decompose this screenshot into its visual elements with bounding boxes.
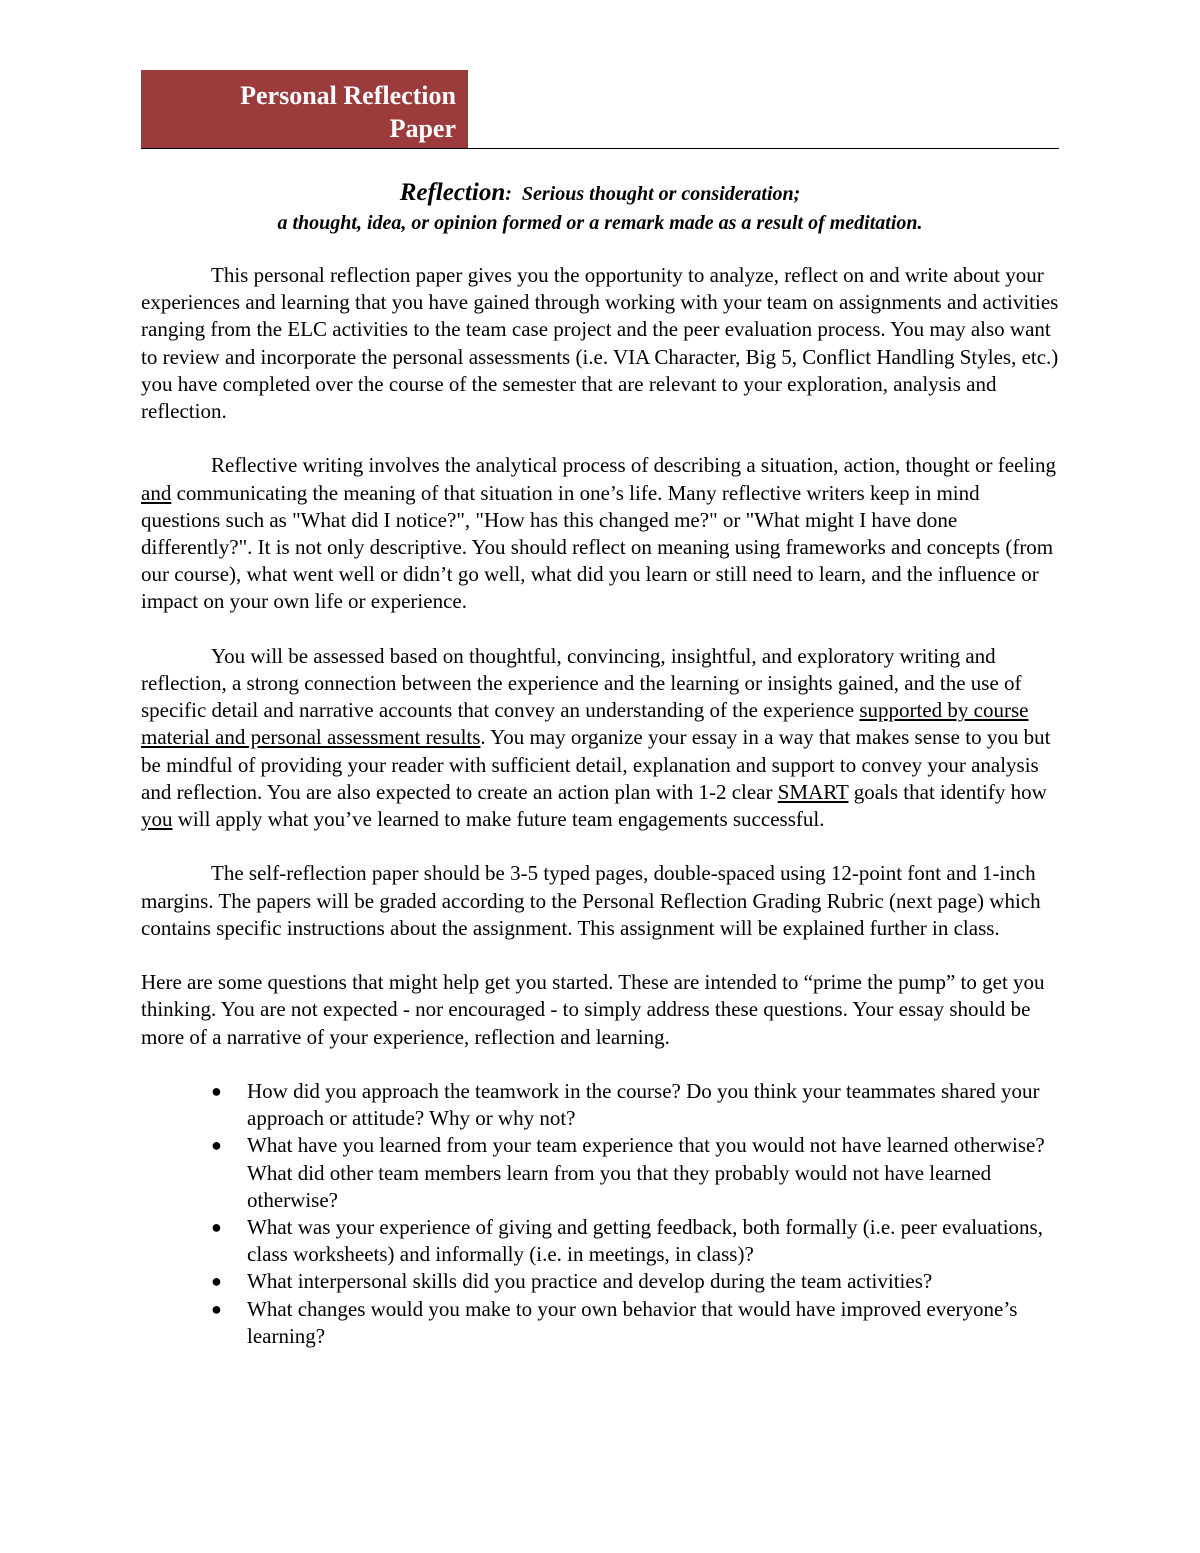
underlined-supported-by: supported by course material and personal assessment results: [141, 698, 1029, 750]
definition-block: [141, 178, 1059, 238]
underlined-smart: SMART: [777, 779, 849, 804]
paragraph-format: The self-reflection paper should be 3-5 typed pages, double-spaced using 12-point font and 1-inch margins. The papers will be graded according to the Personal Reflection Grading Rubric (next page) which contains specific instructions about the assignment. This assignment will be explained further in class.: [141, 861, 1041, 940]
bullet-icon: ●: [211, 1271, 222, 1292]
definition-line1: [141, 178, 1059, 209]
paragraph-reflective-writing-a: Reflective writing involves the analytical process of describing a situation, action, thought or feeling: [211, 453, 1057, 478]
underlined-and: and: [141, 480, 172, 505]
definition-colon: :: [505, 183, 512, 205]
bullet-icon: ●: [211, 1135, 222, 1156]
paragraph-assessment-c: goals that identify how: [848, 779, 1047, 804]
question-text: What interpersonal skills did you practice and develop during the team activities?: [247, 1269, 933, 1294]
header-title-box: [141, 70, 468, 149]
list-item: [211, 1214, 1059, 1268]
header-title-line1: Personal Reflection: [240, 81, 456, 110]
list-item: [211, 1296, 1059, 1350]
list-item: [211, 1132, 1059, 1214]
question-text: How did you approach the teamwork in the course? Do you think your teammates shared your approach or attitude? Why or why not?: [247, 1079, 1040, 1131]
paragraph-reflective-writing: [141, 452, 1059, 615]
header-title-line2: Paper: [389, 114, 456, 143]
paragraph-reflective-writing-b: communicating the meaning of that situation in one’s life. Many reflective writers keep in mind questions such as "What did I notice?", "How has this changed me?" or "What might I have done differently?". It is not only descriptive. You should reflect on meaning using frameworks and concepts (from our course), what went well or didn’t go well, what did you learn or still need to learn, and the influence or impact on your own life or experience.: [141, 480, 1054, 614]
bullet-icon: ●: [211, 1217, 222, 1238]
paragraph-intro: This personal reflection paper gives you the opportunity to analyze, reflect on and write about your experiences and learning that you have gained through working with your team on assignments and activities ranging from the ELC activities to the team case project and the peer evaluation process. You may also want to review and incorporate the personal assessments (i.e. VIA Character, Big 5, Conflict Handling Styles, etc.) you have completed over the course of the semester that are relevant to your exploration, analysis and reflection.: [141, 263, 1059, 424]
underlined-you: you: [141, 807, 173, 832]
body-content: [141, 262, 1059, 1350]
question-text: What was your experience of giving and getting feedback, both formally (i.e. peer evaluations, class worksheets) and informally (i.e. in meetings, in class)?: [247, 1215, 1043, 1267]
paragraph-assessment: [141, 643, 1059, 833]
definition-line2: a thought, idea, or opinion formed or a remark made as a result of meditation.: [277, 212, 923, 234]
list-item: [211, 1078, 1059, 1132]
definition-line1-rest: Serious thought or consideration;: [511, 183, 801, 205]
paragraph-assessment-d: will apply what you’ve learned to make future team engagements successful.: [172, 807, 825, 832]
bullet-icon: ●: [211, 1081, 222, 1102]
questions-list: [141, 1078, 1059, 1350]
definition-term: Reflection: [399, 179, 506, 206]
paragraph-questions-intro: Here are some questions that might help get you started. These are intended to “prime the pump” to get you thinking. You are not expected - nor encouraged - to simply address these questions. Your essay should be more of a narrative of your experience, reflection and learning.: [141, 970, 1045, 1049]
list-item: [211, 1268, 1059, 1295]
question-text: What have you learned from your team experience that you would not have learned otherwise? What did other team members learn from you that they probably would not have learned otherwise?: [247, 1133, 1045, 1212]
question-text: What changes would you make to your own behavior that would have improved everyone’s learning?: [247, 1296, 1018, 1348]
bullet-icon: ●: [211, 1298, 222, 1319]
paragraph-assessment-b: . You may organize your essay in a way that makes sense to you but be mindful of providing your reader with sufficient detail, explanation and support to convey your analysis and reflection. You are also expected to create an action plan with 1-2 clear: [141, 725, 1051, 804]
header-rule: [141, 148, 1059, 149]
paragraph-assessment-a: You will be assessed based on thoughtful, convincing, insightful, and exploratory writing and reflection, a strong connection between the experience and the learning or insights gained, and the use of specific detail and narrative accounts that convey an understanding of the experience: [141, 643, 1022, 723]
